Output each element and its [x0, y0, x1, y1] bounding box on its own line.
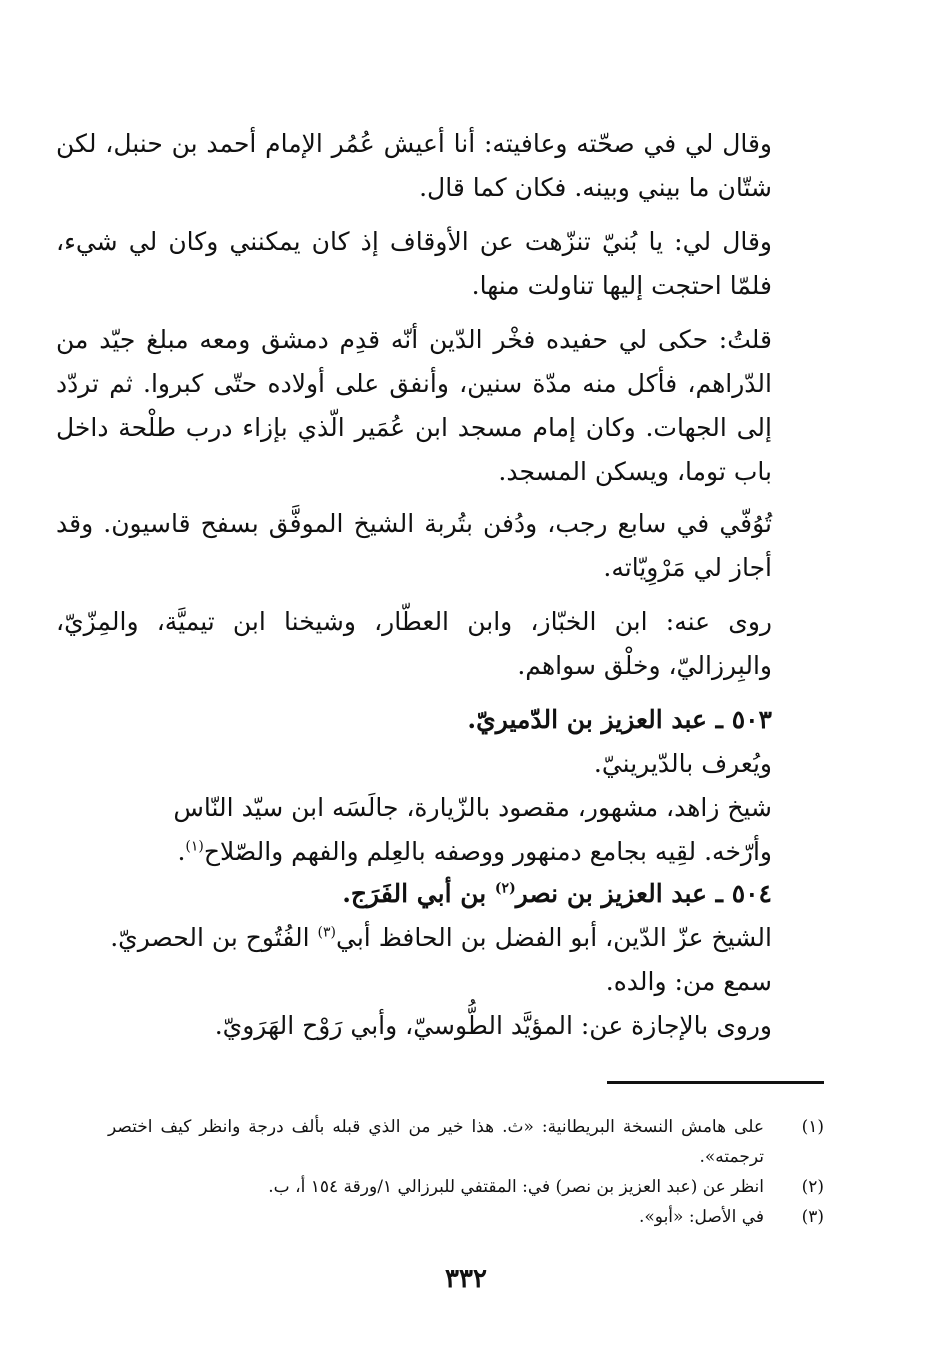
paragraph-narrators: روى عنه: ابن الخبّاز، وابن العطّار، وشيخنا ابن تيميَّة، والمِزّيّ، والبِرزاليّ، وخلْق سواهم.: [56, 607, 772, 680]
footnote-2: [108, 1172, 824, 1202]
footnote-3: [108, 1202, 824, 1232]
footnote-reference: (١): [185, 838, 204, 855]
paragraph-endowments-remark: وقال لي: يا بُنيّ تنزّهت عن الأوقاف إذ كان يمكنني وكان لي شيء، فلمّا احتجت إليها تناولت منها.: [56, 227, 772, 300]
entry-line: [108, 916, 824, 960]
footnote-reference: (٢): [494, 880, 516, 897]
entry-text: شيخ زاهد، مشهور، مقصود بالزّيارة، جالَسَه ابن سيّد النّاس وأرّخه. لقِيه بجامع دمنهور ووصفه بالعِلم والفهم والصّلاح: [173, 793, 772, 866]
biography-entry-504: [108, 872, 824, 1048]
footnote-mark: (١): [801, 1117, 824, 1137]
footnote-text: انظر عن (عبد العزيز بن نصر) في: المقتفي للبرزالي ١/ورقة ١٥٤ أ، ب.: [268, 1177, 764, 1197]
entry-line: وروى بالإجازة عن: المؤيَّد الطُّوسيّ، وأبي رَوْح الهَرَويّ.: [214, 1011, 772, 1040]
paragraph-lifespan-remark: وقال لي في صحّته وعافيته: أنا أعيش عُمُر الإمام أحمد بن حنبل، لكن شتّان ما بيني وبينه. فكان كما قال.: [56, 129, 772, 202]
footnote-mark: (٢): [801, 1177, 824, 1197]
footnote-text: في الأصل: «أبو».: [638, 1207, 764, 1227]
entry-line: ويُعرف بالدّيرينيّ.: [593, 749, 772, 778]
entry-heading: ٥٠٣ ـ عبد العزيز بن الدّميريّ.: [467, 705, 772, 734]
entry-heading: [108, 872, 824, 916]
entry-text: الشيخ عزّ الدّين، أبو الفضل بن الحافظ أبي: [336, 923, 772, 952]
footnote-divider: [607, 1081, 824, 1084]
entry-heading-text: بن أبي الفَرَج.: [342, 879, 495, 908]
entry-text: .: [177, 837, 186, 866]
footnotes: [108, 1112, 824, 1232]
footnote-mark: (٣): [801, 1207, 824, 1227]
footnote-text: على هامش النسخة البريطانية: «ث. هذا خير من الذي قبله بألف درجة وانظر كيف اختصر ترجمته».: [108, 1117, 764, 1167]
entry-line: [108, 786, 824, 874]
footnote-reference: (٣): [317, 924, 336, 941]
paragraph-death-burial: تُوُفّي في سابع رجب، ودُفن بتُربة الشيخ الموفَّق بسفح قاسيون. وقد أجاز لي مَرْوِيّاته.: [56, 509, 772, 582]
paragraph-grandson-account: قلتُ: حكى لي حفيده فخْر الدّين أنّه قدِم دمشق ومعه مبلغ جيّد من الدّراهم، فأكل منه مدّة سنين، وأنفق على أولاده حتّى كبروا. ثم تردّد إلى الجهات. وكان إمام مسجد ابن عُمَير الّذي بإزاء درب طلْحة داخل باب توما، ويسكن المسجد.: [56, 325, 772, 486]
entry-text: الفُتُوح بن الحصريّ.: [110, 923, 318, 952]
footnote-1: [108, 1112, 824, 1172]
biography-entry-503: [108, 698, 824, 874]
entry-heading-text: ٥٠٤ ـ عبد العزيز بن نصر: [515, 879, 772, 908]
page-number: ٣٣٢: [445, 1264, 487, 1294]
entry-line: سمع من: والده.: [605, 967, 772, 996]
